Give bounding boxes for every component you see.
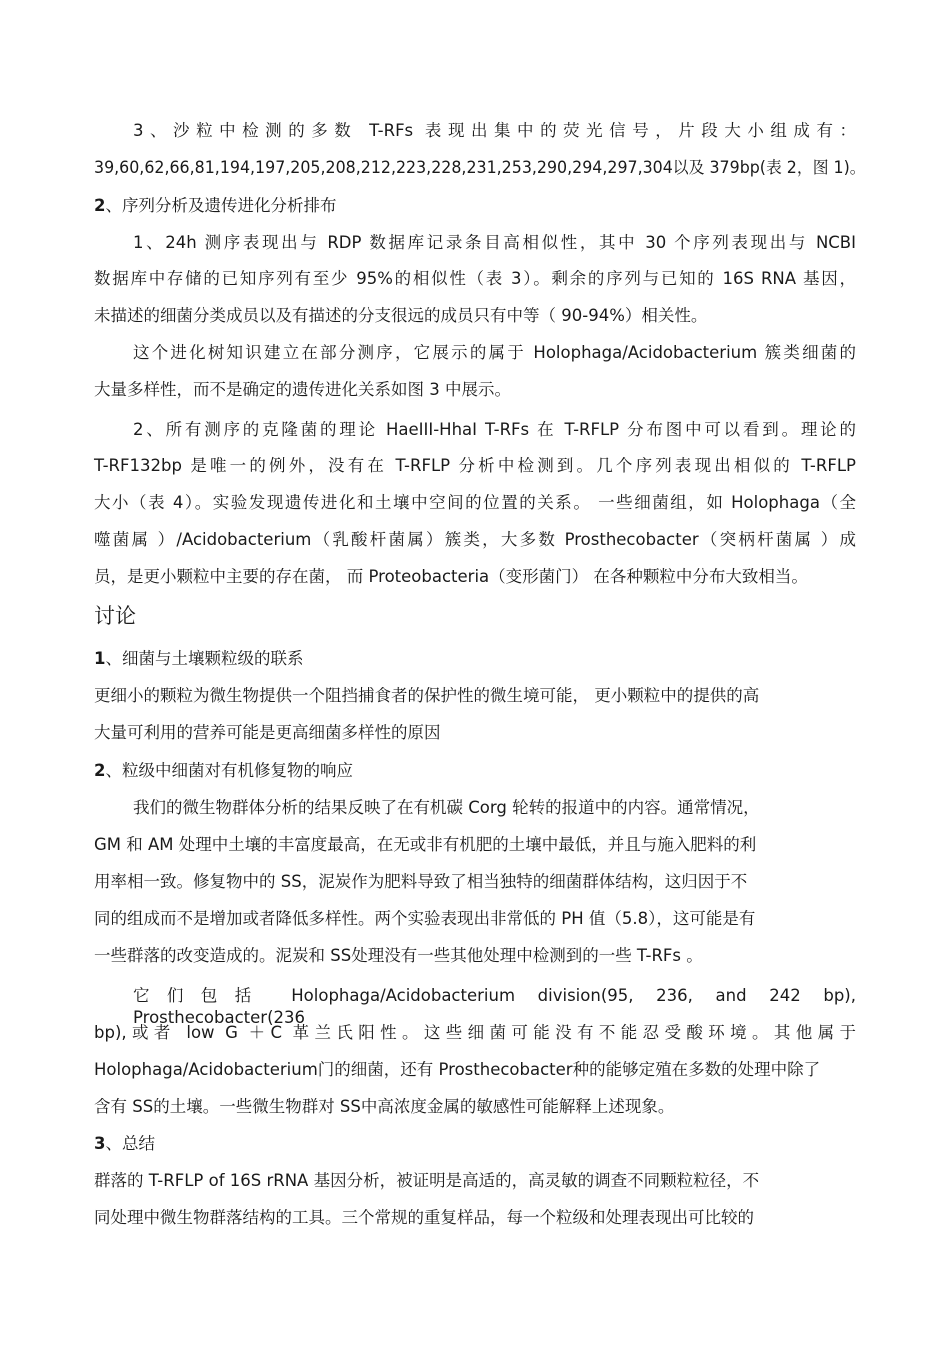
paragraph-line: 3、沙粒中检测的多数 T-RFs 表现出集中的荧光信号，片段大小组成有： [133, 121, 856, 140]
heading-text: 、粒级中细菌对有机修复物的响应 [105, 761, 353, 780]
heading-text: 、序列分析及遗传进化分析排布 [105, 196, 337, 215]
paragraph-line: 一些群落的改变造成的。泥炭和 SS处理没有一些其他处理中检测到的一些 T-RFs 。 [94, 946, 703, 965]
paragraph-line: 同的组成而不是增加或者降低多样性。两个实验表现出非常低的 PH 值（5.8），这可能是有 [94, 909, 756, 928]
paragraph-line: GM 和 AM 处理中土壤的丰富度最高，在无或非有机肥的土壤中最低，并且与施入肥料的利 [94, 835, 757, 854]
paragraph-line: 同处理中微生物群落结构的工具。三个常规的重复样品，每一个粒级和处理表现出可比较的 [94, 1208, 754, 1227]
paragraph-line: 39,60,62,66,81,194,197,205,208,212,223,228,231,253,290,294,297,304以及 379bp(表 2，图 1)。 [94, 158, 866, 177]
paragraph-line: 大量可利用的营养可能是更高细菌多样性的原因 [94, 723, 441, 742]
paragraph-line: 2、所有测序的克隆菌的理论 HaeIII-HhaI T-RFs 在 T-RFLP 分布图中可以看到。理论的 [133, 420, 856, 439]
heading-number: 3 [94, 1134, 106, 1153]
paragraph-line: T-RF132bp 是唯一的例外，没有在 T-RFLP 分析中检测到。几个序列表现出相似的 T-RFLP [94, 456, 856, 475]
paragraph-line: 数据库中存储的已知序列有至少 95%的相似性（表 3）。剩余的序列与已知的 16S RNA 基因， [94, 269, 856, 288]
paragraph-line: 群落的 T-RFLP of 16S rRNA 基因分析，被证明是高适的，高灵敏的调查不同颗粒粒径，不 [94, 1171, 760, 1190]
paragraph-line: 1、24h 测序表现出与 RDP 数据库记录条目高相似性，其中 30 个序列表现出与 NCBI [133, 233, 856, 252]
paragraph-line: 这个进化树知识建立在部分测序，它展示的属于 Holophaga/Acidobacterium 簇类细菌的 [133, 343, 856, 362]
section-heading [94, 760, 353, 782]
paragraph-line: 含有 SS的土壤。一些微生物群对 SS中高浓度金属的敏感性可能解释上述现象。 [94, 1097, 675, 1116]
paragraph-line: 大量多样性，而不是确定的遗传进化关系如图 3 中展示。 [94, 380, 511, 399]
section-heading [94, 195, 336, 217]
paragraph-line: 未描述的细菌分类成员以及有描述的分支很远的成员只有中等（ 90-94%）相关性。 [94, 306, 708, 325]
section-heading [94, 1133, 155, 1155]
heading-number: 1 [94, 649, 106, 668]
paragraph-line: 噬菌属 ）/Acidobacterium（乳酸杆菌属）簇类，大多数 Prosthecobacter（突柄杆菌属 ）成 [94, 530, 856, 549]
heading-number: 2 [94, 196, 106, 215]
paragraph-line: bp),或者 low G ＋C 革兰氏阳性。这些细菌可能没有不能忍受酸环境。其他属于 [94, 1023, 856, 1042]
paragraph-line: 大小（表 4）。实验发现遗传进化和土壤中空间的位置的关系。 一些细菌组，如 Holophaga（全 [94, 493, 856, 512]
paragraph-line: 我们的微生物群体分析的结果反映了在有机碳 Corg 轮转的报道中的内容。通常情况， [133, 798, 760, 817]
paragraph-line: 它们包括 Holophaga/Acidobacterium division(95, 236, and 242 bp), Prosthecobacter(236 [133, 986, 856, 1027]
heading-text: 、总结 [105, 1134, 155, 1153]
paragraph-line: 更细小的颗粒为微生物提供一个阻挡捕食者的保护性的微生境可能， 更小颗粒中的提供的高 [94, 686, 760, 705]
paragraph-line: Holophaga/Acidobacterium门的细菌，还有 Prosthecobacter种的能够定殖在多数的处理中除了 [94, 1060, 821, 1079]
heading-text: 、细菌与土壤颗粒级的联系 [105, 649, 304, 668]
section-heading [94, 648, 303, 670]
paragraph-line: 员，是更小颗粒中主要的存在菌， 而 Proteobacteria（变形菌门） 在各种颗粒中分布大致相当。 [94, 567, 808, 586]
paragraph-line: 用率相一致。修复物中的 SS，泥炭作为肥料导致了相当独特的细菌群体结构，这归因于不 [94, 872, 748, 891]
discussion-heading: 讨论 [94, 604, 136, 628]
heading-number: 2 [94, 761, 106, 780]
